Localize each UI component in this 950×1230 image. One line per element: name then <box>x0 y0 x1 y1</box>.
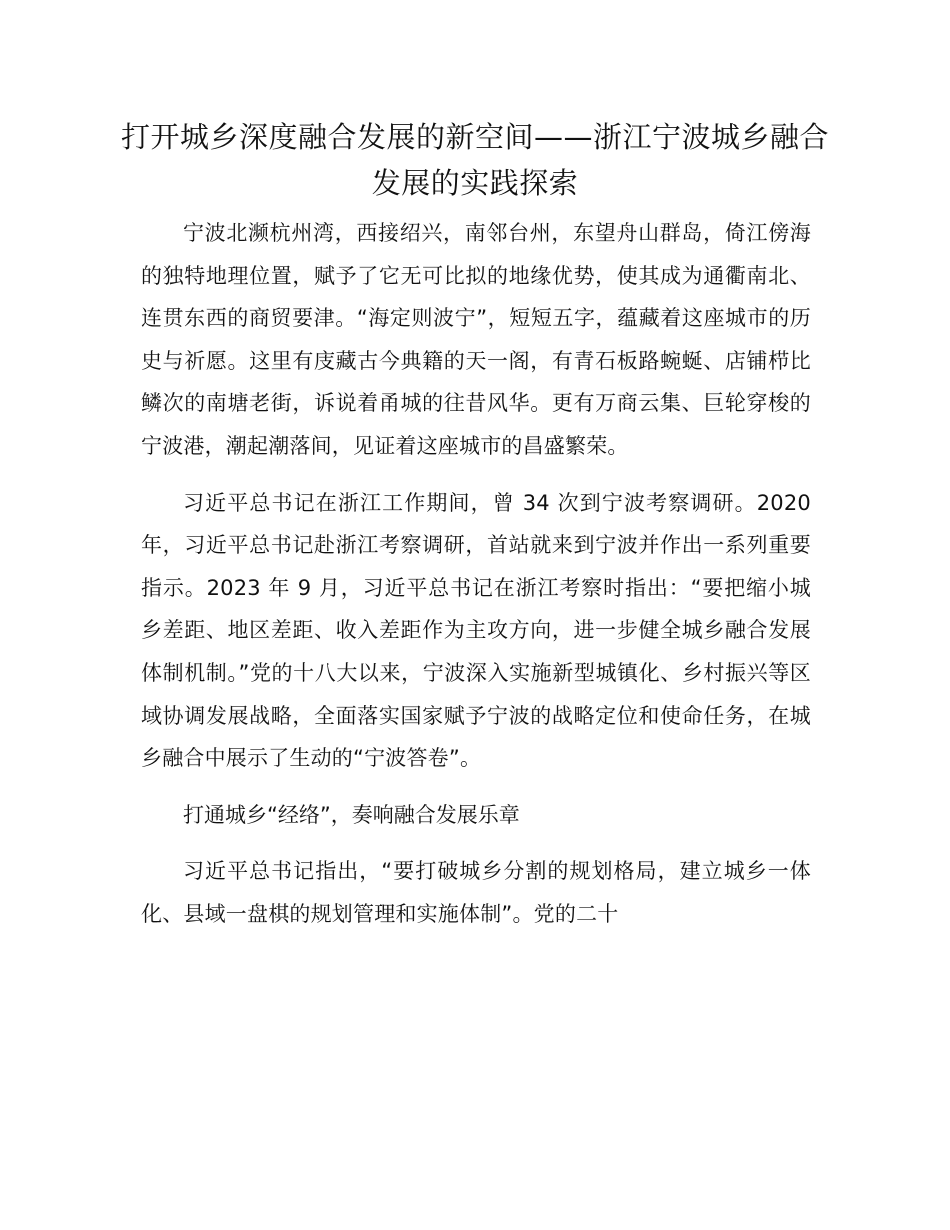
paragraph-planning: 习近平总书记指出，“要打破城乡分割的规划格局，建立城乡一体化、县域一盘棋的规划管理和实施体制”。党的二十 <box>141 859 811 926</box>
document-body <box>141 212 811 950</box>
section-subheading: 打通城乡“经络”，奏响融合发展乐章 <box>183 802 520 827</box>
paragraph-intro: 宁波北濒杭州湾，西接绍兴，南邻台州，东望舟山群岛，倚江傍海的独特地理位置，赋予了它无可比拟的地缘优势，使其成为通衢南北、连贯东西的商贸要津。“海定则波宁”，短短五字，蕴藏着这座城市的历史与祈愿。这里有庋藏古今典籍的天一阁，有青石板路蜿蜒、店铺栉比鳞次的南塘老街，诉说着甬城的往昔风华。更有万商云集、巨轮穿梭的宁波港，潮起潮落间，见证着这座城市的昌盛繁荣。 <box>141 221 811 458</box>
document-title: 打开城乡深度融合发展的新空间——浙江宁波城乡融合发展的实践探索 <box>120 120 829 200</box>
paragraph-visits: 习近平总书记在浙江工作期间，曾 34 次到宁波考察调研。2020 年，习近平总书记赴浙江考察调研，首站就来到宁波并作出一系列重要指示。2023 年 9 月，习近平总书记在浙江考察时指出：“要把缩小城乡差距、地区差距、收入差距作为主攻方向，进一步健全城乡融合发展体制机制。”党的十八大以来，宁波深入实施新型城镇化、乡村振兴等区域协调发展战略，全面落实国家赋予宁波的战略定位和使命任务，在城乡融合中展示了生动的“宁波答卷”。 <box>141 490 811 771</box>
